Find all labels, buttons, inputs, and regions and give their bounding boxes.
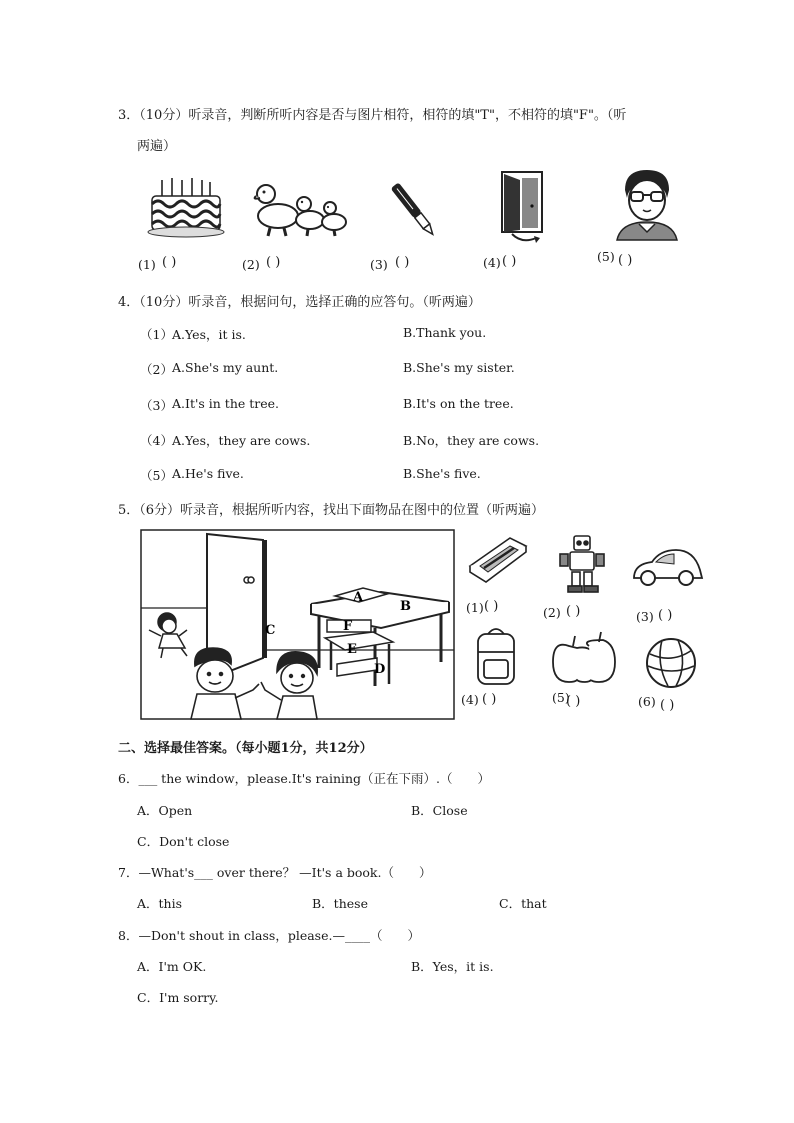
answer-blank[interactable]: ( ) — [566, 694, 581, 709]
q4-option-b[interactable]: B.No，they are cows. — [403, 433, 540, 448]
q4-option-a[interactable]: A.She's my aunt. — [172, 360, 279, 375]
answer-blank[interactable]: ( ) — [618, 253, 633, 268]
scene-letter-f: F — [343, 619, 353, 634]
q5-item-label: (5) — [552, 690, 570, 705]
ball-icon — [644, 636, 698, 690]
q4-option-b[interactable]: B.It's on the tree. — [403, 396, 514, 411]
section-2-title: 二、选择最佳答案。（每小题1分，共12分） — [118, 741, 373, 756]
answer-blank[interactable]: ( ) — [395, 255, 410, 270]
q4-row-num: （3） — [140, 398, 173, 413]
q4-option-b[interactable]: B.Thank you. — [403, 325, 487, 340]
backpack-icon — [470, 624, 522, 690]
q5-item-label: (2) — [543, 605, 561, 620]
q3-item-label: (3) — [370, 257, 388, 272]
q4-option-a[interactable]: A.He's five. — [172, 466, 244, 481]
q5-item-label: (6) — [638, 694, 656, 709]
q4-row-num: （5） — [140, 468, 173, 483]
q4-option-a[interactable]: A.Yes，they are cows. — [172, 433, 311, 448]
q5-item-label: (1) — [466, 600, 484, 615]
answer-blank[interactable]: ( ) — [566, 604, 581, 619]
car-icon — [630, 548, 706, 588]
q6-option-b[interactable]: B．Close — [411, 803, 468, 818]
classroom-scene — [141, 530, 455, 720]
q7-option-c[interactable]: C．that — [499, 896, 547, 911]
boy-with-glasses-icon — [615, 168, 675, 240]
q3-title-cont: 两遍） — [137, 139, 177, 154]
answer-blank[interactable]: ( ) — [266, 255, 281, 270]
q8-option-a[interactable]: A．I'm OK. — [137, 959, 207, 974]
apples-icon — [549, 630, 617, 686]
q4-row-num: （2） — [140, 362, 173, 377]
answer-blank[interactable]: ( ) — [660, 698, 675, 713]
q6-option-a[interactable]: A．Open — [137, 803, 193, 818]
answer-blank[interactable]: ( ) — [162, 255, 177, 270]
q7-option-b[interactable]: B．these — [312, 896, 368, 911]
q7-option-a[interactable]: A．this — [137, 896, 183, 911]
answer-blank[interactable]: ( ) — [502, 254, 517, 269]
answer-blank[interactable]: ( ) — [484, 599, 499, 614]
q4-option-b[interactable]: B.She's five. — [403, 466, 481, 481]
q8-option-b[interactable]: B．Yes，it is. — [411, 959, 494, 974]
q8-option-c[interactable]: C．I'm sorry. — [137, 990, 219, 1005]
q3-item-label: (1) — [138, 257, 156, 272]
door-icon — [498, 170, 548, 246]
answer-blank[interactable]: ( ) — [658, 608, 673, 623]
scene-letter-a: A — [353, 590, 364, 605]
pencil-box-icon — [466, 530, 528, 586]
answer-blank[interactable]: ( ) — [482, 692, 497, 707]
q4-title: 4．（10分）听录音，根据问句，选择正确的应答句。（听两遍） — [118, 295, 481, 310]
scene-letter-e: E — [347, 642, 357, 657]
scene-letter-c: C — [265, 623, 276, 638]
robot-icon — [556, 532, 608, 594]
scene-letter-b: B — [400, 599, 411, 614]
q3-title: 3．（10分）听录音，判断所听内容是否与图片相符，相符的填"T"，不相符的填"F"。（听 — [118, 108, 627, 123]
q6-stem: 6．___ the window，please.It's raining（正在下雨）.（ ） — [118, 771, 491, 786]
q3-item-label: (5) — [597, 249, 615, 264]
q5-item-label: (4) — [461, 692, 479, 707]
q3-item-label: (2) — [242, 257, 260, 272]
q7-stem: 7．—What's___ over there？ —It's a book.（ ） — [118, 865, 432, 880]
q4-option-b[interactable]: B.She's my sister. — [403, 360, 515, 375]
q5-title: 5．（6分）听录音，根据所听内容，找出下面物品在图中的位置（听两遍） — [118, 503, 545, 518]
q4-option-a[interactable]: A.Yes，it is. — [172, 327, 246, 342]
ducks-icon — [252, 180, 348, 238]
scene-letter-d: D — [374, 662, 386, 677]
q4-row-num: （4） — [140, 433, 173, 448]
pen-icon — [390, 178, 440, 242]
q8-stem: 8．—Don't shout in class，please.—____（ ） — [118, 928, 420, 943]
birthday-cake-icon — [146, 176, 226, 238]
q6-option-c[interactable]: C．Don't close — [137, 834, 230, 849]
q4-row-num: （1） — [140, 327, 173, 342]
q4-option-a[interactable]: A.It's in the tree. — [172, 396, 280, 411]
q3-item-label: (4) — [483, 255, 501, 270]
q5-item-label: (3) — [636, 609, 654, 624]
q6-blank[interactable]: ___ — [138, 771, 158, 786]
